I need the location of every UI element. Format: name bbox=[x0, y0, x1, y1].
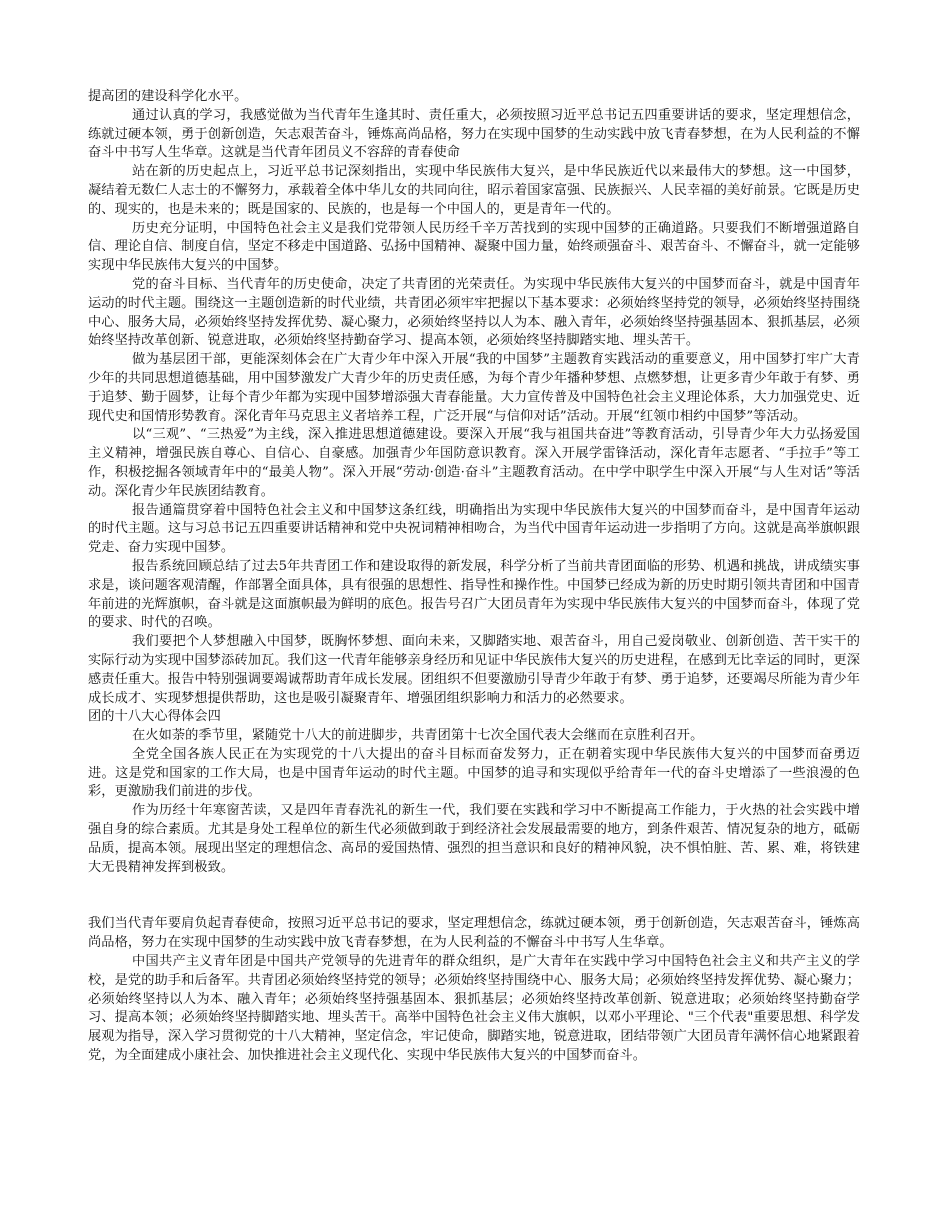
paragraph: 我们要把个人梦想融入中国梦，既胸怀梦想、面向未来，又脚踏实地、艰苦奋斗，用自己爱岗敬业、创新创造、苦干实干的实际行动为实现中国梦添砖加瓦。我们这一代青年能够亲身经历和见证中华民族伟大复兴的历史进程，在感到无比幸运的同时，更深感责任重大。报告中特别强调要竭诚帮助青年成长发展。团组织不但要激励引导青少年敢于有梦、勇于追梦，还要竭尽所能为青少年成长成才、实现梦想提供帮助，这也是吸引凝聚青年、增强团组织影响力和活力的必然要求。 bbox=[88, 634, 860, 706]
paragraph: 站在新的历史起点上，习近平总书记深刻指出，实现中华民族伟大复兴，是中华民族近代以来最伟大的梦想。这一中国梦，凝结着无数仁人志士的不懈努力，承载着全体中华儿女的共同向往，昭示着国家富强、民族振兴、人民幸福的美好前景。它既是历史的、现实的，也是未来的；既是国家的、民族的，也是每一个中国人的，更是青年一代的。 bbox=[88, 164, 860, 217]
paragraph: 历史充分证明，中国特色社会主义是我们党带领人民历经千辛万苦找到的实现中国梦的正确道路。只要我们不断增强道路自信、理论自信、制度自信，坚定不移走中国道路、弘扬中国精神、凝聚中国力量，始终顽强奋斗、艰苦奋斗、不懈奋斗，就一定能够实现中华民族伟大复兴的中国梦。 bbox=[88, 220, 860, 274]
section-heading: 团的十八大心得体会四 bbox=[88, 709, 221, 725]
paragraph: 党的奋斗目标、当代青年的历史使命，决定了共青团的光荣责任。为实现中华民族伟大复兴的中国梦而奋斗，就是中国青年运动的时代主题。围绕这一主题创造新的时代业绩，共青团必须牢牢把握以下基本要求：必须始终坚持党的领导，必须始终坚持围绕中心、服务大局，必须始终坚持发挥优势、凝心聚力，必须始终坚持以人为本、融入青年，必须始终坚持强基固本、狠抓基层，必须始终坚持改革创新、锐意进取，必须始终坚持勤奋学习、提高本领，必须始终坚持脚踏实地、埋头苦干。 bbox=[88, 276, 860, 349]
paragraph: 全党全国各族人民正在为实现党的十八大提出的奋斗目标而奋发努力，正在朝着实现中华民族伟大复兴的中国梦而奋勇迈进。这是党和国家的工作大局，也是中国青年运动的时代主题。中国梦的追寻和实现似乎给青年一代的奋斗史增添了一些浪漫的色彩，更激励我们前进的步伐。 bbox=[88, 746, 860, 800]
paragraph: 以“三观”、“三热爱”为主线，深入推进思想道德建设。要深入开展“我与祖国共奋进”等教育活动，引导青少年大力弘扬爱国主义精神，增强民族自尊心、自信心、自豪感。加强青少年国防意识教育。深入开展学雷锋活动，深化青年志愿者、“手拉手”等工作，积极挖掘各领域青年中的“最美人物”。深入开展“劳动·创造·奋斗”主题教育活动。在中学中职学生中深入开展“与人生对话”等活动。深化青少年民族团结教育。 bbox=[88, 427, 860, 499]
paragraph: 作为历经十年寒窗苦读，又是四年青春洗礼的新生一代，我们要在实践和学习中不断提高工作能力，于火热的社会实践中增强自身的综合素质。尤其是身处工程单位的新生代必须做到敢于到经济社会发展最需要的地方，到条件艰苦、情况复杂的地方，砥砺品质，提高本领。展现出坚定的理想信念、高昂的爱国热情、强烈的担当意识和良好的精神风貌，决不惧怕脏、苦、累、难，将铁建大无畏精神发挥到极致。 bbox=[88, 803, 860, 875]
paragraph: 我们当代青年要肩负起青春使命，按照习近平总书记的要求，坚定理想信念，练就过硬本领，勇于创新创造，矢志艰苦奋斗，锤炼高尚品格，努力在实现中国梦的生动实践中放飞青春梦想，在为人民利益的不懈奋斗中书写人生华章。 bbox=[88, 916, 860, 951]
paragraph: 做为基层团干部，更能深刻体会在广大青少年中深入开展“我的中国梦”主题教育实践活动的重要意义，用中国梦打牢广大青少年的共同思想道德基础，用中国梦激发广大青少年的历史责任感，为每个青少年播种梦想、点燃梦想，让更多青少年敢于有梦、勇于追梦、勤于圆梦，让每个青少年都为实现中国梦增添强大青春能量。大力宣传普及中国特色社会主义理论体系，大力加强党史、近现代史和国情形势教育。深化青年马克思主义者培养工程，广泛开展“与信仰对话”活动。开展“红领巾相约中国梦”等活动。 bbox=[88, 352, 860, 424]
paragraph: 在火如荼的季节里，紧随党十八大的前进脚步，共青团第十七次全国代表大会继而在京胜利召开。 bbox=[132, 728, 704, 744]
paragraph: 报告通篇贯穿着中国特色社会主义和中国梦这条红线，明确指出为实现中华民族伟大复兴的中国梦而奋斗，是中国青年运动的时代主题。这与习总书记五四重要讲话精神和党中央祝词精神相吻合，为当代中国青年运动进一步指明了方向。这就是高举旗帜跟党走、奋力实现中国梦。 bbox=[88, 502, 860, 556]
section-spacer bbox=[88, 877, 860, 915]
paragraph: 报告系统回顾总结了过去5年共青团工作和建设取得的新发展，科学分析了当前共青团面临的形势、机遇和挑战，讲成绩实事求是，谈问题客观清醒，作部署全面具体，具有很强的思想性、指导性和操作性。中国梦已经成为新的历史时期引领共青团和中国青年前进的光辉旗帜，奋斗就是这面旗帜最为鲜明的底色。报告号召广大团员青年为实现中华民族伟大复兴的中国梦而奋斗，体现了党的要求、时代的召唤。 bbox=[88, 558, 860, 631]
paragraph: 中国共产主义青年团是中国共产党领导的先进青年的群众组织，是广大青年在实践中学习中国特色社会主义和共产主义的学校，是党的助手和后备军。共青团必须始终坚持党的领导；必须始终坚持围绕中心、服务大局；必须始终坚持发挥优势、凝心聚力；必须始终坚持以人为本、融入青年；必须始终坚持强基固本、狠抓基层；必须始终坚持改革创新、锐意进取；必须始终坚持勤奋学习、提高本领；必须始终坚持脚踏实地、埋头苦干。高举中国特色社会主义伟大旗帜，以邓小平理论、"三个代表"重要思想、科学发展观为指导，深入学习贯彻党的十八大精神，坚定信念，牢记使命，脚踏实地，锐意进取，团结带领广大团员青年满怀信心地紧跟着党，为全面建成小康社会、加快推进社会主义现代化、实现中华民族伟大复兴的中国梦而奋斗。 bbox=[88, 954, 860, 1064]
document-page bbox=[88, 88, 860, 1066]
paragraph: 通过认真的学习，我感觉做为当代青年生逢其时、责任重大，必须按照习近平总书记五四重要讲话的要求，坚定理想信念，练就过硬本领，勇于创新创造，矢志艰苦奋斗，锤炼高尚品格，努力在实现中国梦的生动实践中放飞青春梦想，在为人民利益的不懈奋斗中书写人生华章。这就是当代青年团员义不容辞的青春使命 bbox=[88, 107, 860, 161]
paragraph-continuation: 提高团的建设科学化水平。 bbox=[88, 89, 248, 104]
